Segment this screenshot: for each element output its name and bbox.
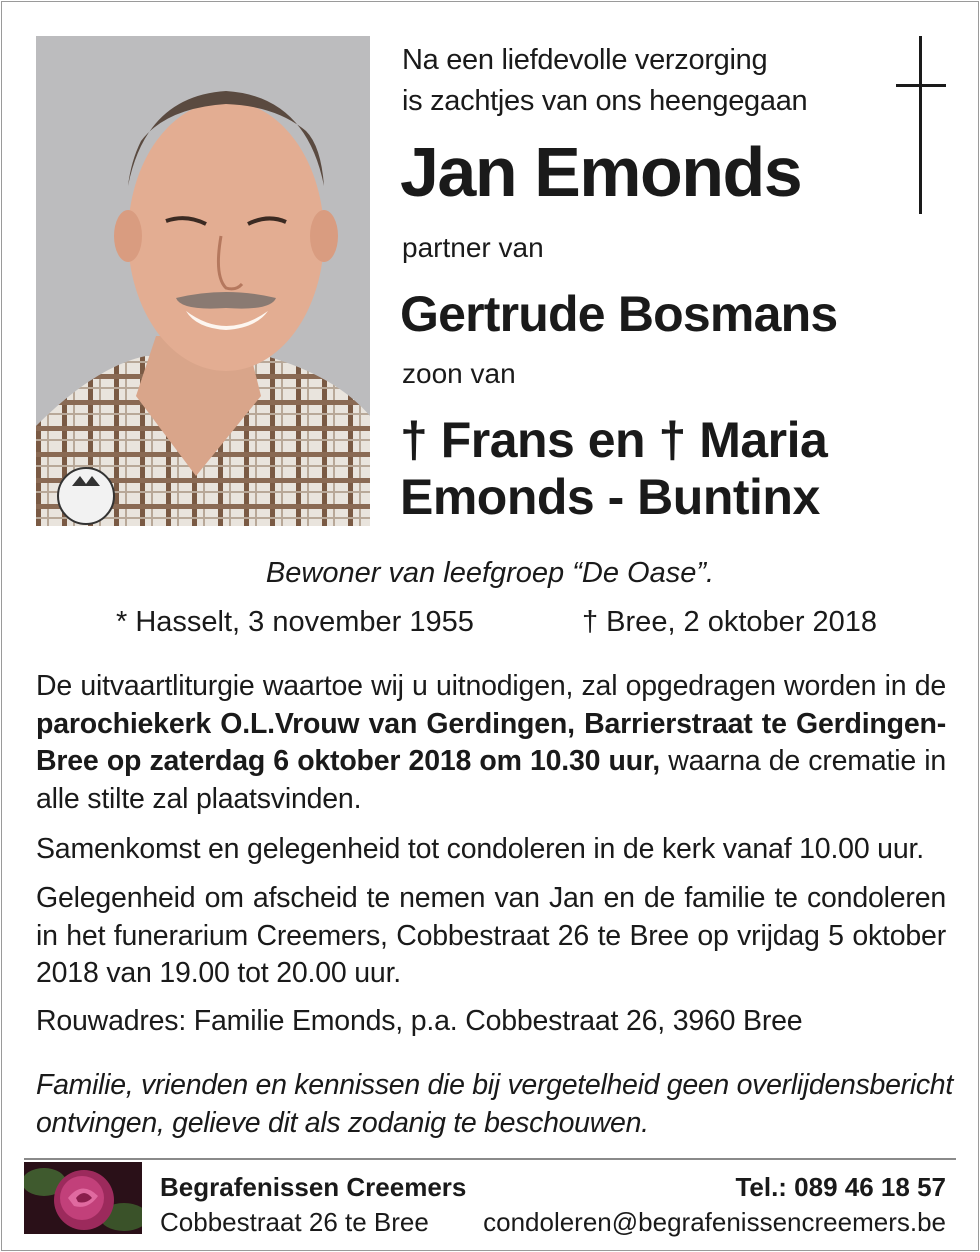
gathering-paragraph: Samenkomst en gelegenheid tot condoleren in de kerk vanaf 10.00 uur. [36, 833, 924, 865]
death-info: † Bree, 2 oktober 2018 [582, 606, 878, 638]
funeral-home-name: Begrafenissen Creemers [160, 1172, 467, 1202]
footer-divider [24, 1158, 956, 1160]
funeral-home-address: Cobbestraat 26 te Bree [160, 1207, 429, 1237]
notice-disclaimer: Familie, vrienden en kennissen die bij vergetelheid geen overlijdensbericht ontvingen, gelieve dit als zodanig te beschouwen. [36, 1069, 953, 1139]
funeral-service-paragraph [36, 668, 946, 818]
farewell-paragraph: Gelegenheid om afscheid te nemen van Jan en de familie te condoleren in het funerarium Creemers, Cobbestraat 26 te Bree op vrijdag 5 oktober 2018 van 19.00 tot 20.00 uur. [36, 882, 946, 989]
cross-icon [896, 36, 946, 214]
service-text-end: waarna de crematie in alle stilte zal plaatsvinden. [36, 745, 946, 815]
rose-image [24, 1162, 142, 1234]
partner-name: Gertrude Bosmans [400, 286, 838, 342]
parents-line-1: † Frans en † Maria [400, 412, 828, 468]
parents-names [400, 412, 827, 526]
son-label: zoon van [402, 358, 516, 389]
deceased-name: Jan Emonds [400, 133, 802, 211]
intro-text [402, 40, 807, 122]
birth-info: * Hasselt, 3 november 1955 [116, 606, 474, 638]
funeral-home-email[interactable]: condoleren@begrafenissencreemers.be [483, 1207, 946, 1237]
partner-label: partner van [402, 232, 544, 263]
funeral-home-phone[interactable]: Tel.: 089 46 18 57 [735, 1172, 946, 1202]
intro-line-1: Na een liefdevolle verzorging [402, 44, 768, 76]
service-text-start: De uitvaartliturgie waartoe wij u uitnodigen, zal opgedragen worden in de [36, 670, 946, 702]
mourning-address: Rouwadres: Familie Emonds, p.a. Cobbestraat 26, 3960 Bree [36, 1005, 803, 1037]
intro-line-2: is zachtjes van ons heengegaan [402, 85, 808, 117]
parents-line-2: Emonds - Buntinx [400, 469, 820, 525]
resident-note: Bewoner van leefgroep “De Oase”. [265, 557, 715, 589]
service-location-time: parochiekerk O.L.Vrouw van Gerdingen, Barrierstraat te Gerdingen-Bree op zaterdag 6 oktober 2018 om 10.30 uur, [36, 707, 946, 777]
portrait-photo [36, 36, 370, 526]
